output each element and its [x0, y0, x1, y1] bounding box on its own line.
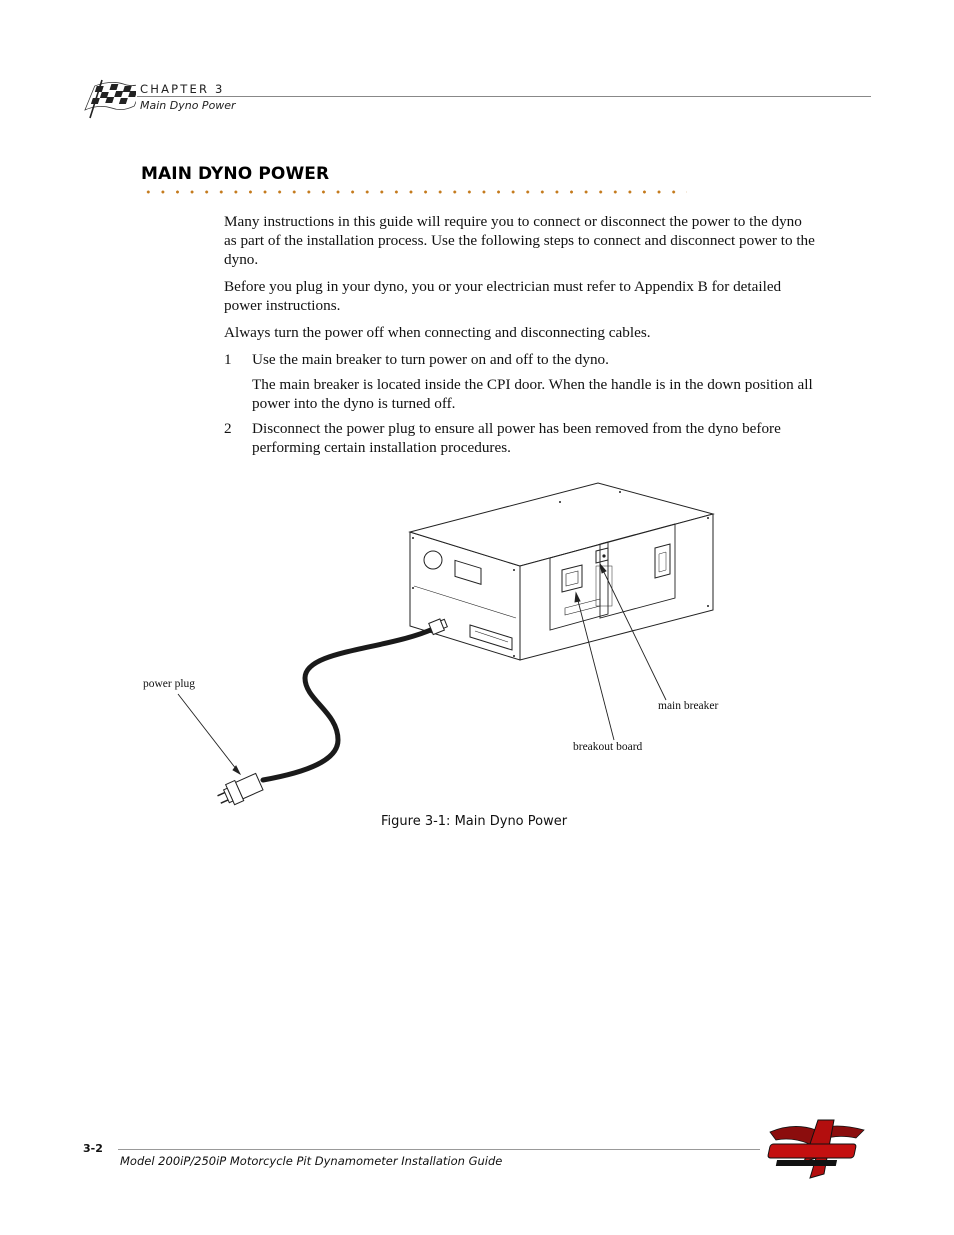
page-number: 3-2	[83, 1142, 103, 1155]
callout-breakout-board: breakout board	[573, 741, 643, 753]
callout-power-plug: power plug	[143, 678, 196, 690]
chapter-label: CHAPTER 3	[140, 82, 225, 96]
checkered-flag-icon	[80, 76, 136, 120]
callout-main-breaker: main breaker	[658, 700, 719, 712]
dotted-divider	[141, 190, 687, 194]
step-number: 2	[224, 420, 232, 437]
guide-title: Model 200iP/250iP Motorcycle Pit Dynamometer Installation Guide	[120, 1154, 503, 1168]
step-item	[224, 419, 816, 457]
dyno-power-illustration	[130, 478, 750, 818]
section-title: MAIN DYNO POWER	[141, 164, 330, 184]
appendix-paragraph: Before you plug in your dyno, you or your electrician must refer to Appendix B for detailed power instructions.	[224, 278, 782, 314]
step-number: 1	[224, 351, 232, 368]
step-note: The main breaker is located inside the CPI door. When the handle is in the down position all power into the dyno is turned off.	[252, 376, 813, 412]
chapter-subtitle: Main Dyno Power	[140, 99, 236, 112]
intro-paragraph: Many instructions in this guide will require you to connect or disconnect the power to the dyno as part of the installation process. Use the following steps to connect and disconnect power to the dyno.	[224, 213, 815, 268]
header-divider	[137, 96, 871, 97]
body-text	[224, 212, 816, 463]
figure-caption: Figure 3-1: Main Dyno Power	[381, 814, 568, 829]
footer-divider	[118, 1149, 760, 1150]
step-text: Disconnect the power plug to ensure all power has been removed from the dyno before performing certain installation procedures.	[252, 420, 781, 456]
dynojet-logo-icon	[764, 1118, 870, 1182]
step-text: Use the main breaker to turn power on and off to the dyno.	[252, 351, 609, 368]
warning-paragraph: Always turn the power off when connecting and disconnecting cables.	[224, 324, 651, 341]
step-item	[224, 350, 816, 369]
